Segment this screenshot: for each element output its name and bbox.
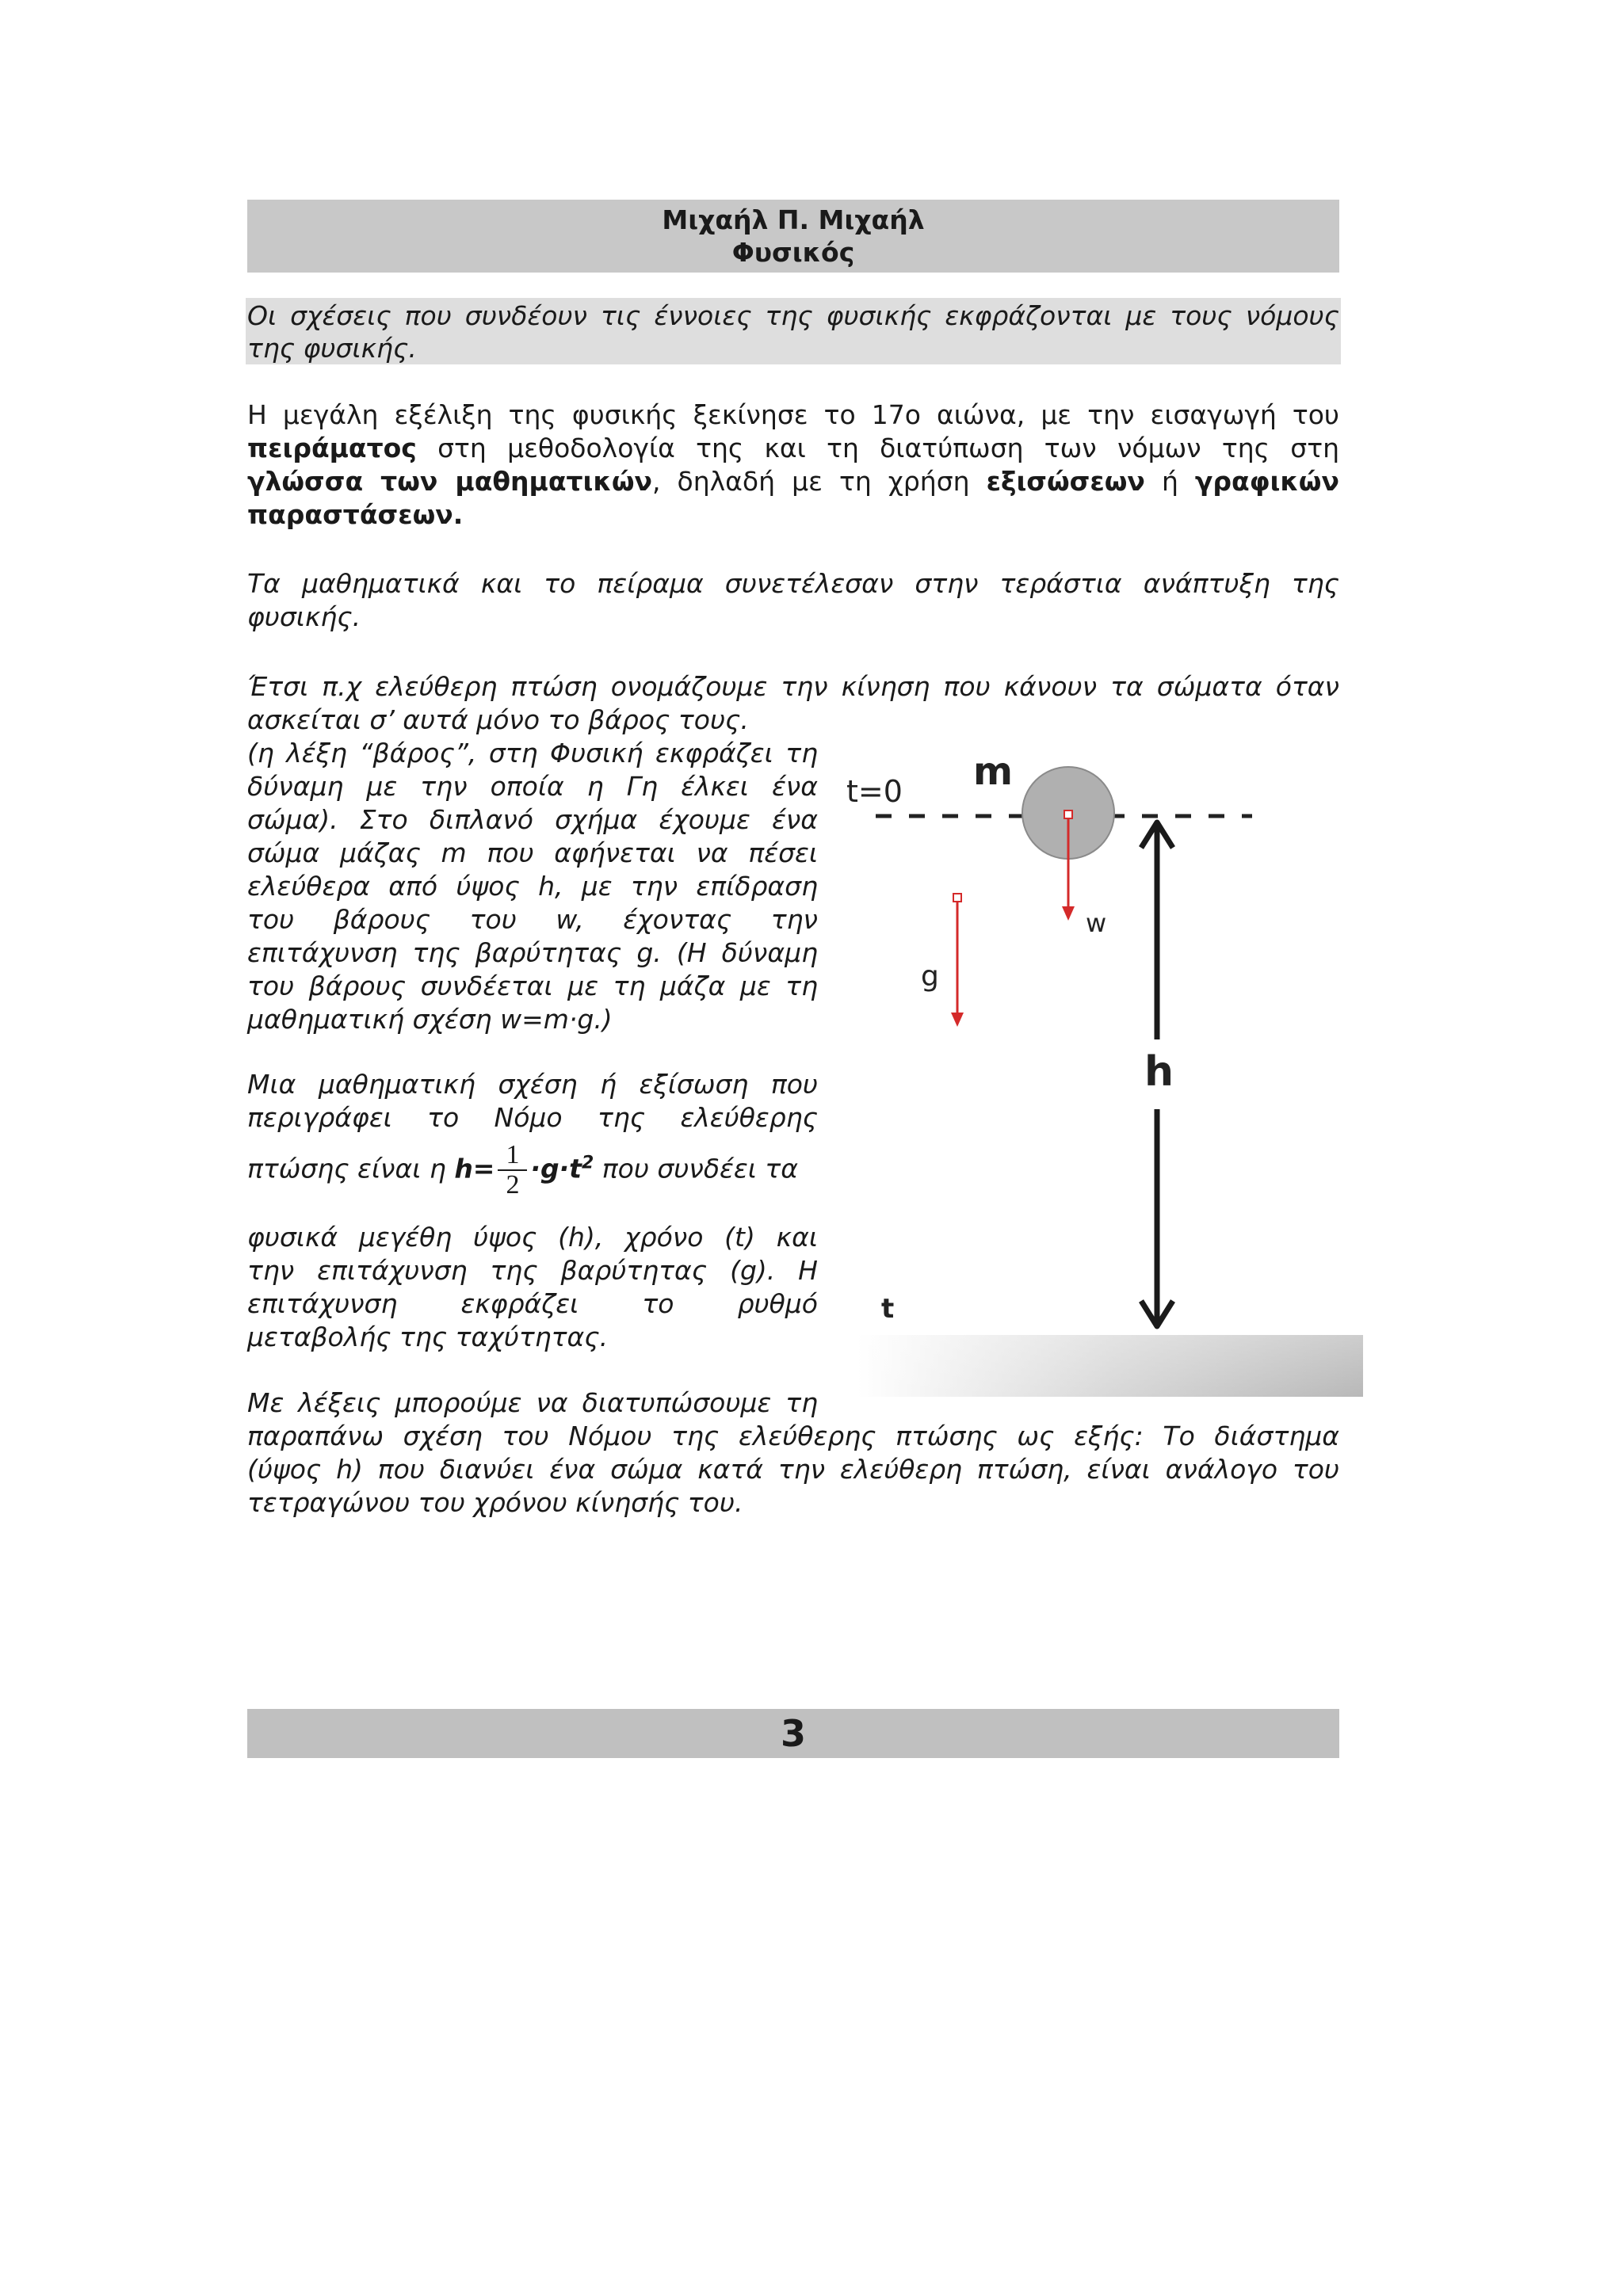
mass-label: m: [973, 749, 1014, 794]
p2-line-1: Τα μαθηματικά και το πείραμα συνετέλεσαν στην τεράστια ανάπτυξη της: [247, 568, 1339, 599]
law-line-1: Μια μαθηματική σχέση ή εξίσωση που: [247, 1069, 818, 1100]
paragraph-history: [247, 399, 1339, 532]
pe-line-3: τετραγώνου του χρόνου κίνησής του.: [247, 1487, 743, 1518]
words-line-1: Με λέξεις μπορούμε να διατυπώσουμε τη: [247, 1387, 818, 1418]
intro-line-1: Οι σχέσεις που συνδέουν τις έννοιες της φυσικής εκφράζονται με τους νόμους: [247, 300, 1339, 331]
lc-line-1: (η λέξη “βάρος”, στη Φυσική εκφράζει τη: [247, 738, 818, 769]
p1-line-3-mid: , δηλαδή με τη χρήση: [652, 466, 987, 497]
law-text: [247, 1068, 818, 1135]
g-label: g: [921, 960, 939, 993]
p1-bold-representations: παραστάσεων.: [247, 499, 464, 530]
fraction-denominator: 2: [506, 1170, 520, 1199]
pe-line-1: παραπάνω σχέση του Νόμου της ελεύθερης πτώσης ως εξής: Το διάστημα: [247, 1421, 1339, 1451]
p1-line-3: [247, 465, 1339, 498]
p3-line-2: ασκείται σ’ αυτά μόνο το βάρος τους.: [247, 704, 749, 735]
paragraph-free-fall: [247, 670, 1339, 737]
p1-line-1: Η μεγάλη εξέλιξη της φυσικής ξεκίνησε το 17ο αιώνα, με την εισαγωγή του: [247, 399, 1339, 430]
af-line-1: φυσικά μεγέθη ύψος (h), χρόνο (t) και: [247, 1222, 818, 1253]
after-formula-text: [247, 1221, 818, 1354]
page-number: 3: [780, 1712, 806, 1755]
formula-h: h=: [454, 1153, 495, 1184]
formula-prefix: πτώσης είναι η: [247, 1153, 455, 1184]
author-name: Μιχαήλ Π. Μιχαήλ: [662, 204, 925, 235]
intro-box: [246, 298, 1341, 364]
p3-line-1: Έτσι π.χ ελεύθερη πτώση ονομάζουμε την κίνηση που κάνουν τα σώματα όταν: [247, 671, 1339, 702]
g-arrow-origin: [953, 894, 961, 902]
lc-line-7: επιτάχυνση της βαρύτητας g. (Η δύναμη: [247, 937, 818, 968]
p1-line-3-or: ή: [1144, 466, 1195, 497]
fraction-numerator: 1: [498, 1141, 527, 1171]
words-line: [247, 1386, 818, 1420]
t-label: t: [881, 1293, 895, 1325]
paragraph-math-experiment: [247, 567, 1339, 634]
lc-line-4: σώμα μάζας m που αφήνεται να πέσει: [247, 837, 818, 868]
lc-line-8: του βάρους συνδέεται με τη μάζα με τη: [247, 971, 818, 1001]
pe-line-2: (ύψος h) που διανύει ένα σώμα κατά την ελεύθερη πτώση, είναι ανάλογο του: [247, 1454, 1339, 1485]
header-box: [247, 200, 1339, 273]
t0-label: t=0: [846, 774, 903, 809]
lc-line-9: μαθηματική σχέση w=m·g.): [247, 1004, 613, 1035]
af-line-2: την επιτάχυνση της βαρύτητας (g). Η: [247, 1255, 818, 1286]
formula-suffix: που συνδέει τα: [594, 1153, 798, 1184]
formula-exponent: 2: [581, 1153, 594, 1173]
w-arrow-head: [1062, 906, 1075, 921]
left-column-text: [247, 737, 818, 1036]
lc-line-2: δύναμη με την οποία η Γη έλκει ένα: [247, 771, 818, 802]
g-arrow-head: [951, 1013, 964, 1027]
af-line-4: μεταβολής της ταχύτητας.: [247, 1322, 609, 1352]
formula-line: [247, 1141, 818, 1204]
af-line-3: επιτάχυνση εκφράζει το ρυθμό: [247, 1288, 818, 1319]
p1-bold-language: γλώσσα των μαθηματικών: [247, 466, 653, 497]
intro-line-2: της φυσικής.: [247, 333, 417, 364]
p1-line-4: [247, 498, 1339, 532]
w-arrow-origin: [1064, 810, 1072, 818]
lc-line-5: ελεύθερα από ύψος h, με την επίδραση: [247, 871, 818, 902]
lc-line-3: σώμα). Στο διπλανό σχήμα έχουμε ένα: [247, 804, 818, 835]
p1-line-2: [247, 432, 1339, 465]
p1-bold-experiment: πειράματος: [247, 433, 417, 463]
p1-bold-equations: εξισώσεων: [986, 466, 1145, 497]
footer-box: [247, 1709, 1339, 1758]
formula-fraction: [498, 1141, 527, 1199]
p2-line-2: φυσικής.: [247, 601, 361, 632]
paragraph-law-statement: [247, 1420, 1339, 1520]
lc-line-6: του βάρους του w, έχοντας την: [247, 904, 818, 935]
p1-line-2-rest: στη μεθοδολογία της και τη διατύπωση των νόμων της στη: [416, 433, 1339, 463]
author-role: Φυσικός: [731, 237, 855, 268]
formula-gt: ·g·t: [530, 1153, 582, 1184]
p1-bold-graphs: γραφικών: [1194, 466, 1339, 497]
h-label: h: [1144, 1048, 1174, 1096]
ground-shade: [857, 1335, 1363, 1397]
free-fall-figure: [840, 737, 1379, 1402]
law-line-2: περιγράφει το Νόμο της ελεύθερης: [247, 1102, 818, 1133]
w-label: w: [1086, 908, 1107, 938]
